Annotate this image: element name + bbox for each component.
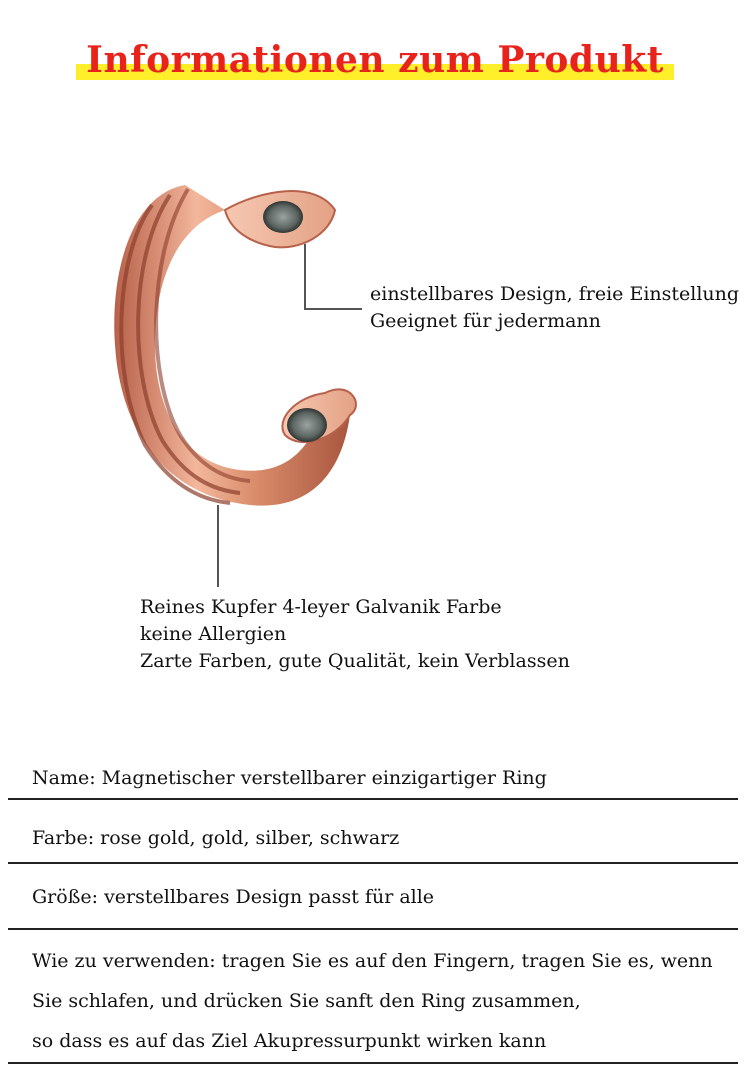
spec-color-text: Farbe: rose gold, gold, silber, schwarz (32, 827, 400, 849)
bottom-magnet-icon (287, 408, 327, 442)
top-callout-line1: einstellbares Design, freie Einstellung (370, 283, 740, 305)
bottom-callout-line2: keine Allergien (140, 623, 287, 645)
title-container (0, 38, 750, 82)
spec-size-text: Größe: verstellbares Design passt für alle (32, 886, 435, 908)
bottom-callout-line1: Reines Kupfer 4-leyer Galvanik Farbe (140, 596, 502, 618)
spec-usage-line3: so dass es auf das Ziel Akupressurpunkt wirken kann (32, 1030, 547, 1052)
bottom-callout-line (217, 505, 219, 587)
spec-name-text: Name: Magnetischer verstellbarer einzigartiger Ring (32, 767, 547, 789)
top-callout (370, 281, 739, 335)
divider (8, 1062, 738, 1064)
divider (8, 798, 738, 800)
ring-image (100, 165, 370, 525)
spec-color (0, 823, 750, 853)
top-magnet-icon (263, 201, 303, 233)
page-title-text: Informationen zum Produkt (86, 39, 664, 81)
spec-usage-line2: Sie schlafen, und drücken Sie sanft den Ring zusammen, (32, 990, 581, 1012)
spec-name (0, 763, 750, 793)
spec-size (0, 882, 750, 912)
divider (8, 862, 738, 864)
top-callout-line-vertical (304, 244, 306, 310)
page-title (80, 38, 670, 82)
top-callout-line2: Geeignet für jedermann (370, 310, 601, 332)
top-callout-line-horizontal (304, 308, 362, 310)
bottom-callout (140, 594, 570, 675)
divider (8, 928, 738, 930)
bottom-callout-line3: Zarte Farben, gute Qualität, kein Verblassen (140, 650, 570, 672)
spec-usage-line1: Wie zu verwenden: tragen Sie es auf den Fingern, tragen Sie es, wenn (32, 950, 713, 972)
spec-usage (0, 941, 750, 1061)
